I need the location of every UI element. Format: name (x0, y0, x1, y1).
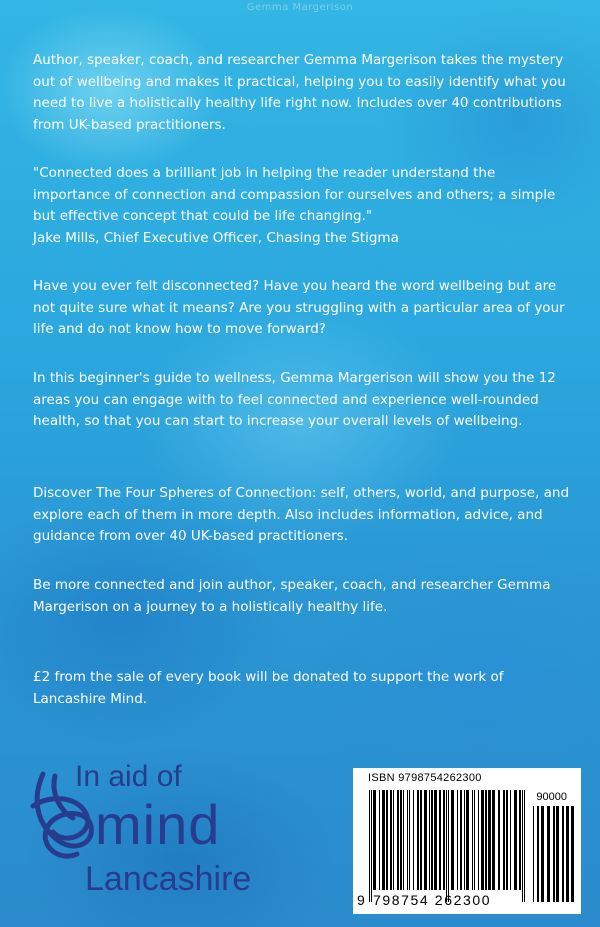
ean-first-digit: 9 (357, 892, 365, 908)
spheres-paragraph: Discover The Four Spheres of Connection: self, others, world, and purpose, and explore each of them in more depth. Also includes information, advice, and guidance from over 40 UK-based practitioners. (33, 485, 570, 544)
questions-paragraph: Have you ever felt disconnected? Have you heard the word wellbeing but are not quite sure what it means? Are you struggling with a particular area of your life and do not know how to move forward? (33, 278, 565, 337)
price-code: 90000 (536, 791, 567, 803)
endorsement-block (33, 163, 573, 249)
barcode-panel (353, 768, 581, 914)
ean-digits: 798754 262300 (373, 892, 492, 908)
endorsement-attribution: Jake Mills, Chief Executive Officer, Chasing the Stigma (33, 229, 399, 246)
logo-region: Lancashire (85, 860, 252, 898)
logo-in-aid-of: In aid of (75, 760, 182, 793)
watermark-text: Gemma Margerison (246, 2, 354, 13)
donation-paragraph: £2 from the sale of every book will be donated to support the work of Lancashire Mind. (33, 669, 504, 707)
intro-paragraph: Author, speaker, coach, and researcher Gemma Margerison takes the mystery out of wellbeing and makes it practical, helping you to easily identify what you need to live a holistically healthy life right now. Includes over 40 contributions from UK-based practitioners. (33, 52, 566, 133)
logo-mind-word: mind (95, 793, 221, 856)
lancashire-mind-logo (25, 760, 285, 920)
endorsement-quote: "Connected does a brilliant job in helping the reader understand the importance of connection and compassion for ourselves and others; a simple but effective concept that could be life changing." (33, 165, 556, 224)
isbn-label: ISBN 9798754262300 (368, 772, 482, 784)
journey-paragraph: Be more connected and join author, speaker, coach, and researcher Gemma Margerison on a journey to a holistically healthy life. (33, 577, 551, 615)
guide-paragraph: In this beginner's guide to wellness, Gemma Margerison will show you the 12 areas you can engage with to feel connected and experience well-rounded health, so that you can start to increase your overall levels of wellbeing. (33, 370, 556, 429)
